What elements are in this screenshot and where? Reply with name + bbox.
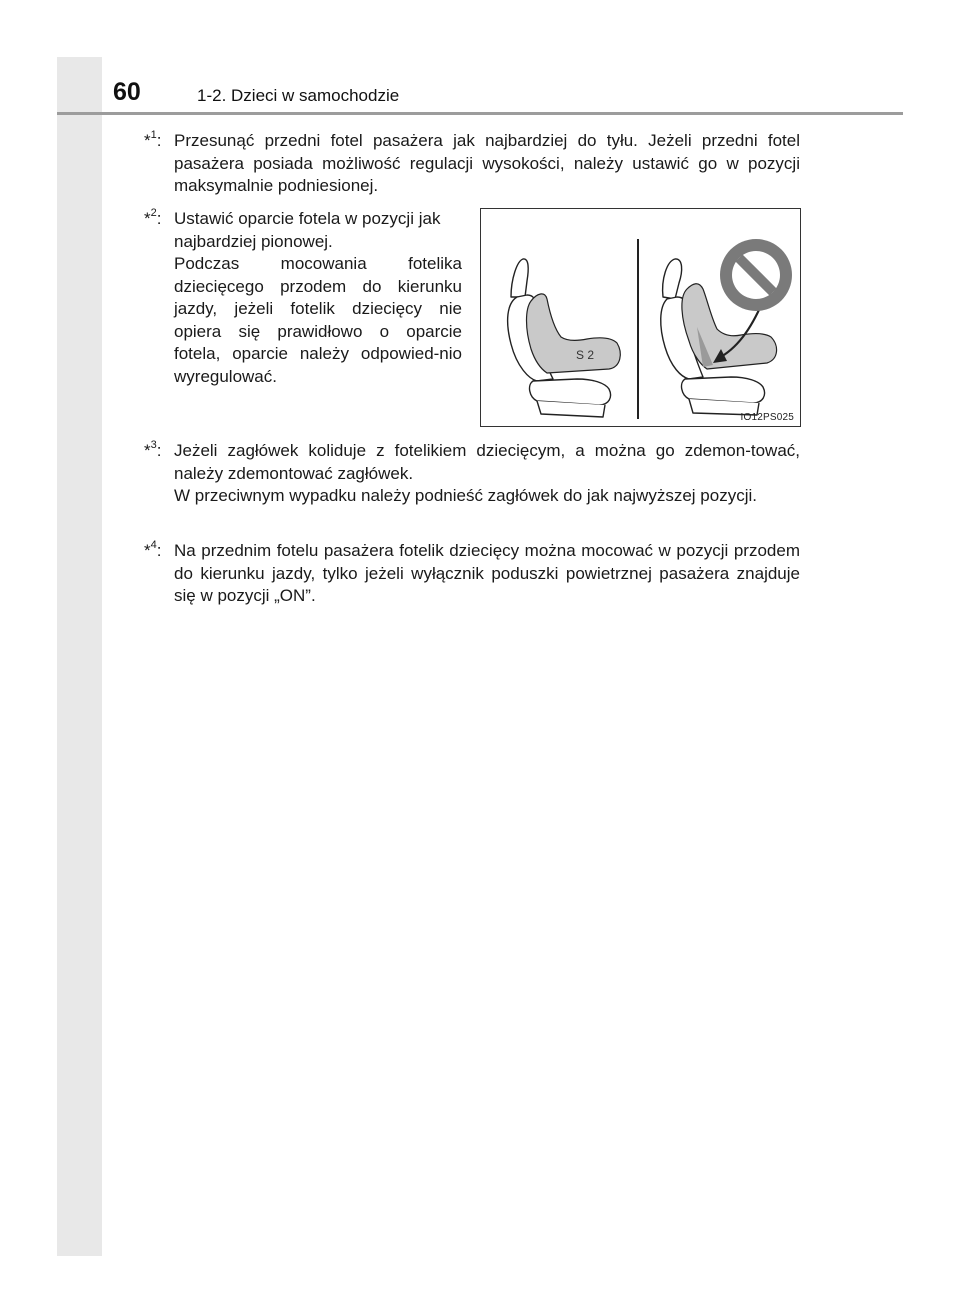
- section-title: 1-2. Dzieci w samochodzie: [197, 86, 400, 105]
- seat-illustration: [480, 208, 801, 427]
- note-1-text: Przesunąć przedni fotel pasażera jak najbardziej do tyłu. Jeżeli przedni fotel pasażera posiada możliwość regulacji wysokości, należy ustawić go w pozycji maksymalnie podniesionej.: [174, 131, 800, 195]
- note-2: [144, 208, 462, 388]
- note-3: [144, 440, 800, 508]
- note-2-text: Ustawić oparcie fotela w pozycji jak najbardziej pionowej.: [174, 209, 441, 251]
- note-4-marker: *$^4$:: [144, 539, 162, 560]
- note-4-text: Na przednim fotelu pasażera fotelik dziecięcy można mocować w pozycji przodem do kierunku jazdy, tylko jeżeli wyłącznik poduszki powietrznej pasażera znajduje się w pozycji „ON”.: [174, 541, 800, 605]
- figure-code: IO12PS025: [740, 412, 794, 423]
- side-band: [57, 57, 102, 1256]
- child-seat-correct: [527, 294, 621, 373]
- page-number: 60: [113, 78, 141, 106]
- prohibition-icon: [720, 239, 792, 311]
- seat-illustration-svg: [481, 209, 799, 425]
- note-1-marker: *$^1$:: [144, 129, 162, 150]
- note-3-subtext: W przeciwnym wypadku należy podnieść zagłówek do jak najwyższej pozycji.: [174, 486, 757, 505]
- header-rule: [57, 112, 903, 115]
- child-seat-mark: S 2: [576, 348, 595, 362]
- note-3-text: Jeżeli zagłówek koliduje z fotelikiem dziecięcym, a można go zdemon-tować, należy zdemontować zagłówek.: [174, 441, 800, 483]
- note-2-marker: *$^2$:: [144, 207, 162, 228]
- note-4: [144, 540, 800, 608]
- note-2-subtext: Podczas mocowania fotelika dziecięcego przodem do kierunku jazdy, jeżeli fotelik dziecięcy nie opiera się prawidłowo o oparcie fotela, oparcie należy odpowied-nio wyregulować.: [174, 254, 462, 386]
- note-1: [144, 130, 800, 198]
- note-3-marker: *$^3$:: [144, 439, 162, 460]
